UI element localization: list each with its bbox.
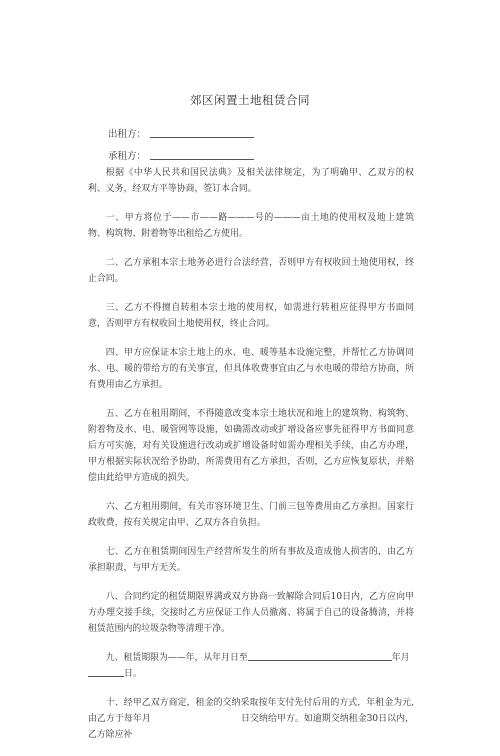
clause-3: 三、乙方不得擅自转租本宗土地的使用权，如需进行转租应征得甲方书面同意，否则甲方有权收回土地使用权，终止合同。 [88, 303, 414, 329]
clause-9 [88, 650, 414, 682]
lessor-field [108, 126, 254, 140]
clause-2: 二、乙方承租本宗土地务必进行合法经营，否则甲方有权收回土地使用权，终止合同。 [88, 258, 414, 284]
clause-10 [88, 695, 414, 743]
preamble-paragraph: 根据《中华人民共和国民法典》及相关法律规定，为了明确甲、乙双方的权利、义务，经双方平等协商，签订本合同。 [88, 168, 414, 194]
clause-10-text-a: 十、经甲乙双方商定，租金的交纳采取按年支付先付后用的方式，年租金为元, 由乙方于每年月 [88, 698, 414, 724]
clause-9-text-a: 九、租赁期限为——年，从年月日至 [105, 653, 248, 663]
clause-8: 八、合同约定的租赁期限界满或双方协商一致解除合同后10日内，乙方应向甲方办理交接手续，交接时乙方应保证工作人员撤离、将属于自己的设备腾清，并将租赁范围内的垃圾杂物等清理干净。 [88, 592, 414, 634]
lessee-field [108, 148, 254, 162]
lessor-label: 出租方： [108, 129, 147, 140]
lessor-blank-line [150, 127, 254, 138]
clause-1: 一、甲方将位于——市——路———号的———亩土地的使用权及地上建筑物、构筑物、附着物等出租给乙方使用。 [88, 213, 414, 239]
clause-10-text-b: 日交纳给甲方。如逾期交纳租金30日以内，乙方除应补 [88, 714, 414, 740]
clause-6: 六、乙方租用期间，有关市容环境卫生、门前三包等费用由乙方承担。国家行政收费，按有关规定由甲、乙双方各自负担。 [88, 502, 414, 528]
lessee-blank-line [150, 149, 254, 160]
clause-9-day-blank [88, 666, 124, 677]
clause-9-text-c: 日。 [124, 669, 142, 679]
clause-9-text-b: 年月 [391, 653, 410, 663]
document-title: 郊区闲置土地租赁合同 [190, 93, 310, 107]
clause-9-end-date-blank [248, 650, 392, 661]
clause-4: 四、甲方应保证本宗土地上的水、电、暖等基本设施完整，并帮忙乙方协调同水、电、暖的带给方的有关事宜，但具体收费事宜由乙与水电暖的带给方协商，所有费用由乙方承担。 [88, 348, 414, 390]
lessee-label: 承租方： [108, 151, 147, 162]
clause-5: 五、乙方在租用期间，不得随意改变本宗土地状况和地上的建筑物、构筑物、附着物及水、电、暖管网等设施，如确需改动或扩增设备应事先征得甲方书面同意后方可实施，对有关设施进行改动或扩增设备时如需办理相关手续，由乙方办理，甲方根据实际状况给予协助，所需费用有乙方承担，否则，乙方应恢复原状，并赔偿由此给甲方造成的损失。 [88, 409, 414, 483]
contract-body [88, 165, 414, 756]
clause-7: 七、乙方在租赁期间因生产经营所发生的所有事故及造成他人损害的，由乙方承担职责，与甲方无关。 [88, 547, 414, 573]
